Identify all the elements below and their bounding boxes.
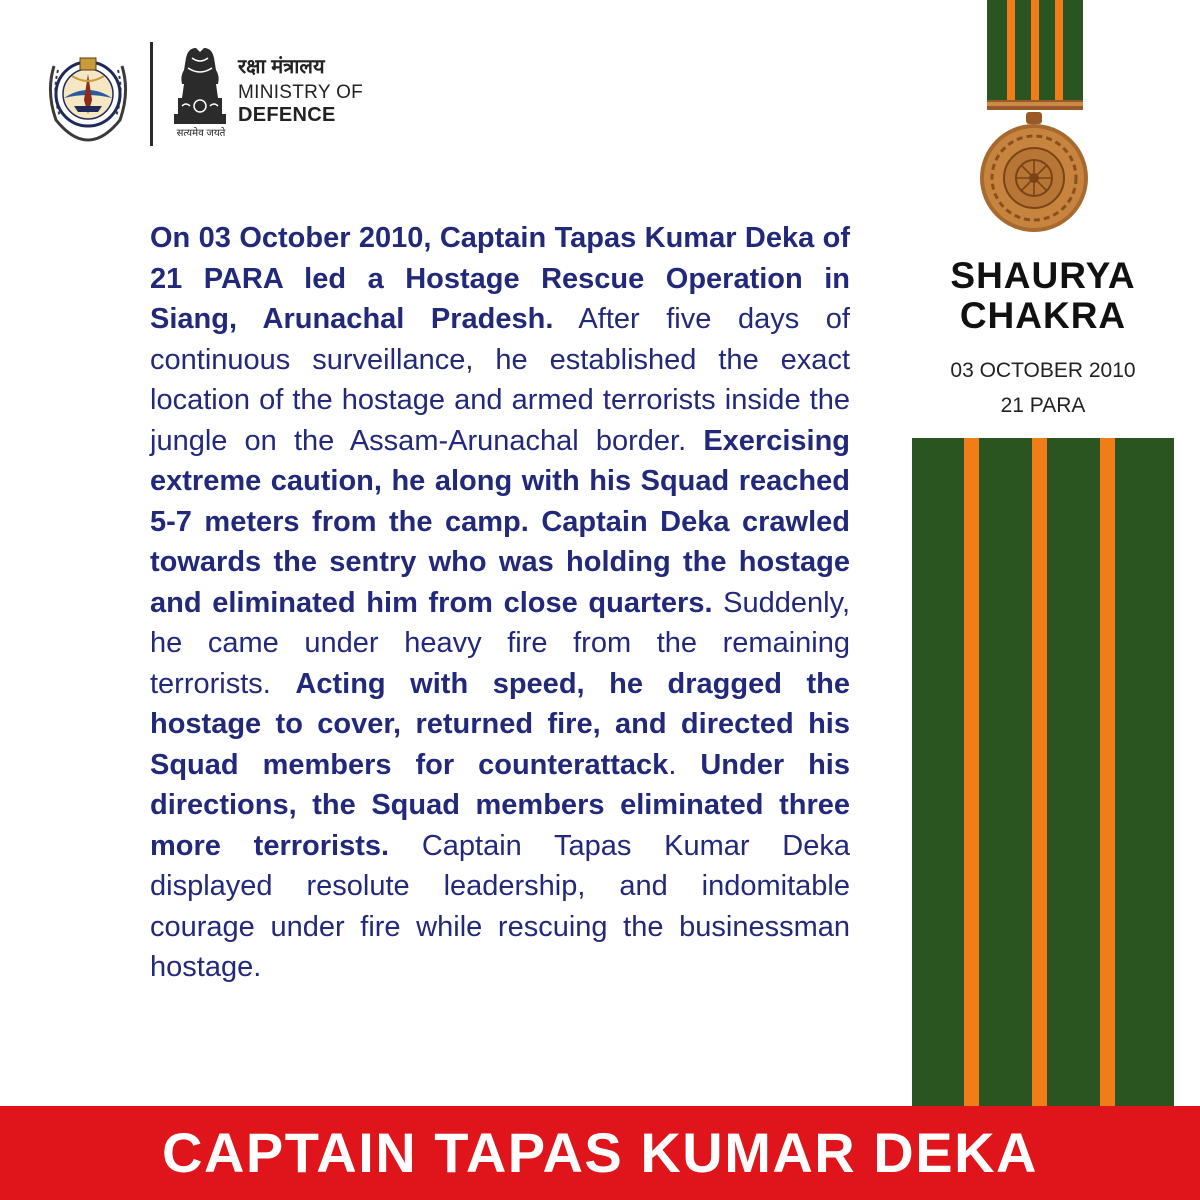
citation-text-8: Captain Tapas Kumar Deka displayed resolute leadership, and indomitable courage under fire while rescuing the businessman hostage. [150,829,850,983]
citation-bold-7: Under his directions, the Squad members eliminated three more terrorists. [150,748,850,862]
medal-ribbon-band [912,438,1174,1106]
awardee-name: CAPTAIN TAPAS KUMAR DEKA [162,1121,1038,1184]
national-motto: सत्यमेव जयते [176,128,226,139]
award-title-line2: CHAKRA [959,295,1127,336]
shaurya-chakra-medal-icon [978,112,1090,234]
logo-divider [150,42,153,146]
citation-bold-1: On 03 October 2010, Captain Tapas Kumar Deka of 21 PARA led a Hostage Rescue Operation in Siang, Arunachal Pradesh. [150,222,850,335]
ministry-wordmark [238,56,363,126]
citation-text-4: Suddenly, he came under heavy fire from the remaining terrorists. [150,586,851,700]
ministry-name-line1: MINISTRY OF [238,82,364,103]
award-title [912,256,1174,336]
medal-ribbon-top [987,0,1083,120]
award-unit: 21 PARA [1000,394,1086,417]
citation-bold-5: Acting with speed, he dragged the hostage to cover, returned fire, and directed his Squad members for counterattack [150,667,850,781]
award-date: 03 OCTOBER 2010 [950,359,1136,382]
ministry-name-line2: DEFENCE [238,104,336,126]
citation-bold-3: Exercising extreme caution, he along with his Squad reached 5-7 meters from the camp. Captain Deka crawled towards the sentry who was holding the hostage and eliminated him from close quarters. [150,424,850,619]
citation-text-6: . [668,748,701,781]
defence-forces-emblem-logo [44,42,132,142]
award-title-line1: SHAURYA [950,255,1136,296]
ministry-hindi-name: रक्षा मंत्रालय [238,56,325,78]
citation-text [150,218,850,988]
citation-text-2: After five days of continuous surveillance, he established the exact location of the hostage and armed terrorists inside the jungle on the Assam-Arunachal border. [150,303,850,457]
